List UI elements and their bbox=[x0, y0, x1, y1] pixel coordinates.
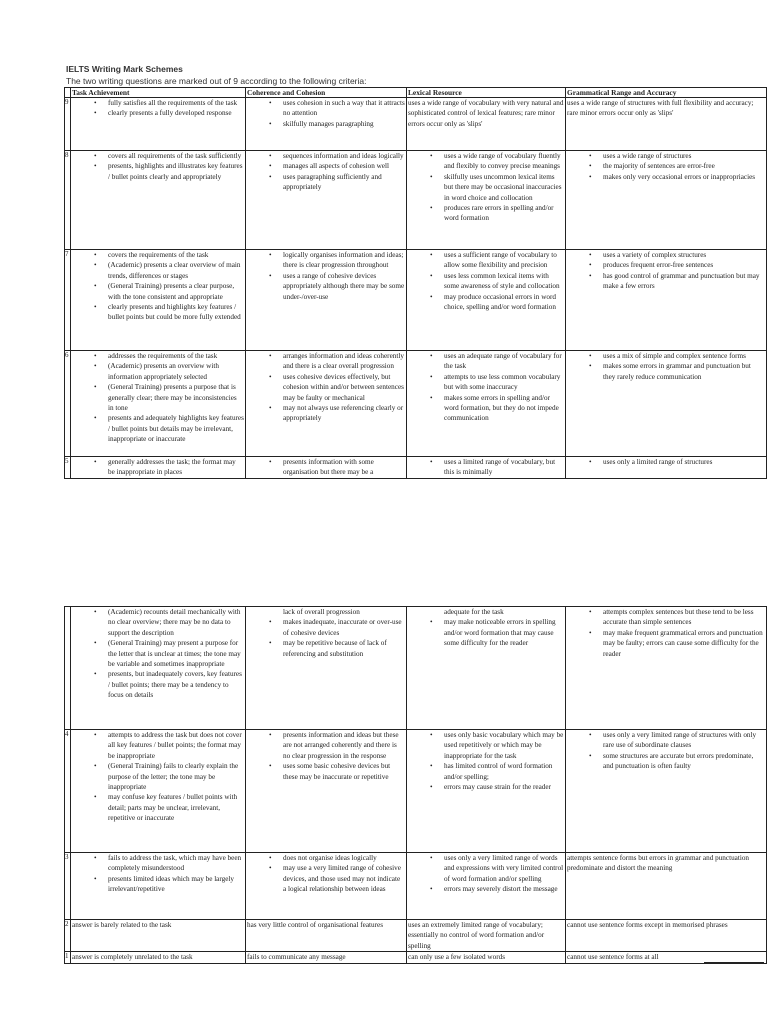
band-number: 8 bbox=[65, 151, 71, 250]
band-row-1 bbox=[65, 952, 767, 964]
criterion-bullet: • sequences information and ideas logically bbox=[283, 151, 405, 161]
criterion-bullet: • (Academic) presents an overview with information appropriately selected bbox=[108, 361, 244, 382]
coherence-cohesion-cell bbox=[246, 151, 407, 250]
criterion-bullet: • may not always use referencing clearly or appropriately bbox=[283, 403, 405, 424]
criterion-bullet: • uses less common lexical items with some awareness of style and collocation bbox=[444, 271, 564, 292]
criterion-bullet: • presents, but inadequately covers, key features / bullet points; there may be a tendency to focus on details bbox=[108, 669, 244, 700]
criterion-bullet: • has good control of grammar and punctuation but may make a few errors bbox=[603, 271, 765, 292]
grammatical-range-cell bbox=[566, 151, 767, 250]
criterion-bullet: • produces rare errors in spelling and/or word formation bbox=[444, 203, 564, 224]
criterion-bullet: • has limited control of word formation and/or spelling; bbox=[444, 761, 564, 782]
criterion-bullet: • uses cohesive devices effectively, but cohesion within and/or between sentences may be faulty or mechanical bbox=[283, 372, 405, 403]
criterion-bullet: • skilfully uses uncommon lexical items but there may be occasional inaccuracies in word choice and collocation bbox=[444, 172, 564, 203]
coherence-cohesion-cell bbox=[246, 457, 407, 479]
criterion-bullet: • does not organise ideas logically bbox=[283, 853, 405, 863]
coherence-cohesion-cell bbox=[246, 98, 407, 151]
grammatical-range-cell: uses a wide range of structures with full flexibility and accuracy; rare minor errors occur only as 'slips' bbox=[566, 98, 767, 151]
criterion-bullet: • (Academic) recounts detail mechanically with no clear overview; there may be no data to support the description bbox=[108, 607, 244, 638]
criterion-bullet: • uses only a very limited range of structures with only rare use of subordinate clauses bbox=[603, 730, 765, 751]
task-achievement-cell: answer is barely related to the task bbox=[71, 920, 246, 952]
criterion-bullet: • errors may severely distort the message bbox=[444, 884, 564, 894]
lexical-resource-cell bbox=[407, 351, 566, 457]
task-achievement-cell bbox=[71, 457, 246, 479]
criterion-bullet: • (General Training) presents a clear purpose, with the tone consistent and appropriate bbox=[108, 281, 244, 302]
criterion-bullet: • uses paragraphing sufficiently and appropriately bbox=[283, 172, 405, 193]
criterion-bullet: • presents and adequately highlights key features / bullet points but details may be irrelevant, inappropriate or inaccurate bbox=[108, 413, 244, 444]
criterion-bullet: • uses a limited range of vocabulary, but this is minimally bbox=[444, 457, 564, 478]
task-achievement-cell bbox=[71, 151, 246, 250]
page-title: IELTS Writing Mark Schemes bbox=[66, 64, 183, 74]
band-number: 7 bbox=[65, 250, 71, 351]
header-task-achievement: Task Achievement bbox=[71, 88, 246, 98]
band-number: 2 bbox=[65, 920, 71, 952]
criterion-bullet: • uses only a very limited range of words and expressions with very limited control of word formation and/or spelling bbox=[444, 853, 564, 884]
band-row-9 bbox=[65, 98, 767, 151]
criterion-bullet: • generally addresses the task; the format may be inappropriate in places bbox=[108, 457, 244, 478]
coherence-cohesion-cell bbox=[246, 730, 407, 853]
grammatical-range-cell bbox=[566, 351, 767, 457]
grammatical-range-cell: attempts sentence forms but errors in grammar and punctuation predominate and distort the meaning bbox=[566, 853, 767, 920]
task-achievement-cell bbox=[71, 607, 246, 730]
criterion-bullet: • presents information with some organisation but there may be a bbox=[283, 457, 405, 478]
coherence-cohesion-cell: has very little control of organisational features bbox=[246, 920, 407, 952]
criterion-bullet: • covers the requirements of the task bbox=[108, 250, 244, 260]
criterion-bullet: • fully satisfies all the requirements of the task bbox=[108, 98, 244, 108]
task-achievement-cell bbox=[71, 98, 246, 151]
band-number: 3 bbox=[65, 853, 71, 920]
criterion-bullet: • clearly presents a fully developed response bbox=[108, 108, 244, 118]
criterion-bullet: • uses a variety of complex structures bbox=[603, 250, 765, 260]
underline-rule bbox=[704, 962, 764, 963]
header-coherence-cohesion: Coherence and Cohesion bbox=[246, 88, 407, 98]
grammatical-range-cell: cannot use sentence forms except in memorised phrases bbox=[566, 920, 767, 952]
criterion-bullet: • may use a very limited range of cohesive devices, and those used may not indicate a logical relationship between ideas bbox=[283, 863, 405, 894]
criterion-bullet: • uses a wide range of vocabulary fluently and flexibly to convey precise meanings bbox=[444, 151, 564, 172]
task-achievement-cell bbox=[71, 853, 246, 920]
page-subtitle: The two writing questions are marked out of 9 according to the following criteria: bbox=[66, 76, 367, 86]
band-row-7 bbox=[65, 250, 767, 351]
coherence-cohesion-cell bbox=[246, 250, 407, 351]
lexical-resource-cell: uses a wide range of vocabulary with very natural and sophisticated control of lexical features; rare minor errors occur only as 'slips' bbox=[407, 98, 566, 151]
task-achievement-cell bbox=[71, 730, 246, 853]
band-number: 4 bbox=[65, 730, 71, 853]
criterion-bullet: • may make noticeable errors in spelling and/or word formation that may cause some difficulty for the reader bbox=[444, 617, 564, 648]
criterion-bullet: • covers all requirements of the task sufficiently bbox=[108, 151, 244, 161]
continued-text: adequate for the task bbox=[444, 608, 504, 616]
criterion-bullet: • presents limited ideas which may be largely irrelevant/repetitive bbox=[108, 874, 244, 895]
criterion-bullet: • arranges information and ideas coherently and there is a clear overall progression bbox=[283, 351, 405, 372]
criterion-bullet: • makes only very occasional errors or inappropriacies bbox=[603, 172, 765, 182]
criterion-bullet: • makes some errors in spelling and/or word formation, but they do not impede communication bbox=[444, 393, 564, 424]
criterion-bullet: • attempts complex sentences but these tend to be less accurate than simple sentences bbox=[603, 607, 765, 628]
criterion-bullet: • skilfully manages paragraphing bbox=[283, 119, 405, 129]
criterion-bullet: • makes some errors in grammar and punctuation but they rarely reduce communication bbox=[603, 361, 765, 382]
band-row-2 bbox=[65, 920, 767, 952]
criterion-bullet: • the majority of sentences are error-free bbox=[603, 161, 765, 171]
criterion-bullet: • fails to address the task, which may have been completely misunderstood bbox=[108, 853, 244, 874]
criterion-bullet: • uses a mix of simple and complex sentence forms bbox=[603, 351, 765, 361]
task-achievement-cell bbox=[71, 250, 246, 351]
band-number: 1 bbox=[65, 952, 71, 964]
lexical-resource-cell bbox=[407, 730, 566, 853]
header-grammatical-range: Grammatical Range and Accuracy bbox=[566, 88, 767, 98]
lexical-resource-cell: uses an extremely limited range of vocabulary; essentially no control of word formation and/or spelling bbox=[407, 920, 566, 952]
band-row-4 bbox=[65, 730, 767, 853]
criterion-bullet: • presents, highlights and illustrates key features / bullet points clearly and appropriately bbox=[108, 161, 244, 182]
band-number: 5 bbox=[65, 457, 71, 479]
criterion-bullet: • may produce occasional errors in word choice, spelling and/or word formation bbox=[444, 292, 564, 313]
task-achievement-cell: answer is completely unrelated to the task bbox=[71, 952, 246, 964]
criterion-bullet: • addresses the requirements of the task bbox=[108, 351, 244, 361]
criterion-bullet: • uses some basic cohesive devices but these may be inaccurate or repetitive bbox=[283, 761, 405, 782]
criterion-bullet: • uses a range of cohesive devices appropriately although there may be some under-/over-use bbox=[283, 271, 405, 302]
band-row-6 bbox=[65, 351, 767, 457]
lexical-resource-cell bbox=[407, 457, 566, 479]
lexical-resource-cell bbox=[407, 853, 566, 920]
band-row-8 bbox=[65, 151, 767, 250]
criterion-bullet: • attempts to use less common vocabulary but with some inaccuracy bbox=[444, 372, 564, 393]
header-lexical-resource: Lexical Resource bbox=[407, 88, 566, 98]
grammatical-range-cell bbox=[566, 250, 767, 351]
criterion-bullet: • attempts to address the task but does not cover all key features / bullet points; the format may be inappropriate bbox=[108, 730, 244, 761]
band-row-5-start bbox=[65, 457, 767, 479]
criterion-bullet: • uses cohesion in such a way that it attracts no attention bbox=[283, 98, 405, 119]
coherence-cohesion-cell bbox=[246, 853, 407, 920]
criterion-bullet: • (General Training) fails to clearly explain the purpose of the letter; the tone may be inappropriate bbox=[108, 761, 244, 792]
criterion-bullet: • uses a wide range of structures bbox=[603, 151, 765, 161]
coherence-cohesion-cell bbox=[246, 351, 407, 457]
task-achievement-cell bbox=[71, 351, 246, 457]
band-row-3 bbox=[65, 853, 767, 920]
criterion-bullet: • (General Training) presents a purpose that is generally clear; there may be inconsistencies in tone bbox=[108, 382, 244, 413]
criterion-bullet: • manages all aspects of cohesion well bbox=[283, 161, 405, 171]
band-number: 6 bbox=[65, 351, 71, 457]
criterion-bullet: • (General Training) may present a purpose for the letter that is unclear at times; the tone may be variable and sometimes inappropriate bbox=[108, 638, 244, 669]
continued-text: lack of overall progression bbox=[283, 608, 360, 616]
criterion-bullet: • may make frequent grammatical errors and punctuation may be faulty; errors can cause some difficulty for the reader bbox=[603, 628, 765, 659]
criterion-bullet: • uses only a limited range of structures bbox=[603, 457, 765, 467]
mark-scheme-table-part-1 bbox=[64, 87, 767, 479]
header-row bbox=[65, 88, 767, 98]
criterion-bullet: • produces frequent error-free sentences bbox=[603, 260, 765, 270]
lexical-resource-cell bbox=[407, 250, 566, 351]
criterion-bullet: • uses only basic vocabulary which may be used repetitively or which may be inappropriate for the task bbox=[444, 730, 564, 761]
mark-scheme-table-part-2 bbox=[64, 606, 767, 964]
coherence-cohesion-cell: fails to communicate any message bbox=[246, 952, 407, 964]
grammatical-range-cell: cannot use sentence forms at all bbox=[566, 952, 767, 964]
band-number: 9 bbox=[65, 98, 71, 151]
criterion-bullet: • logically organises information and ideas; there is clear progression throughout bbox=[283, 250, 405, 271]
grammatical-range-cell bbox=[566, 730, 767, 853]
criterion-bullet: • uses a sufficient range of vocabulary to allow some flexibility and precision bbox=[444, 250, 564, 271]
criterion-bullet: • makes inadequate, inaccurate or over-use of cohesive devices bbox=[283, 617, 405, 638]
criterion-bullet: • presents information and ideas but these are not arranged coherently and there is no clear progression in the response bbox=[283, 730, 405, 761]
criterion-bullet: • may be repetitive because of lack of referencing and substitution bbox=[283, 638, 405, 659]
grammatical-range-cell bbox=[566, 457, 767, 479]
criterion-bullet: • some structures are accurate but errors predominate, and punctuation is often faulty bbox=[603, 751, 765, 772]
band-row-5-continued bbox=[65, 607, 767, 730]
coherence-cohesion-cell bbox=[246, 607, 407, 730]
grammatical-range-cell bbox=[566, 607, 767, 730]
lexical-resource-cell: can only use a few isolated words bbox=[407, 952, 566, 964]
criterion-bullet: • clearly presents and highlights key features / bullet points but could be more fully extended bbox=[108, 302, 244, 323]
criterion-bullet: • may confuse key features / bullet points with detail; parts may be unclear, irrelevant, repetitive or inaccurate bbox=[108, 792, 244, 823]
lexical-resource-cell bbox=[407, 607, 566, 730]
criterion-bullet: • errors may cause strain for the reader bbox=[444, 782, 564, 792]
lexical-resource-cell bbox=[407, 151, 566, 250]
criterion-bullet: • (Academic) presents a clear overview of main trends, differences or stages bbox=[108, 260, 244, 281]
criterion-bullet: • uses an adequate range of vocabulary for the task bbox=[444, 351, 564, 372]
